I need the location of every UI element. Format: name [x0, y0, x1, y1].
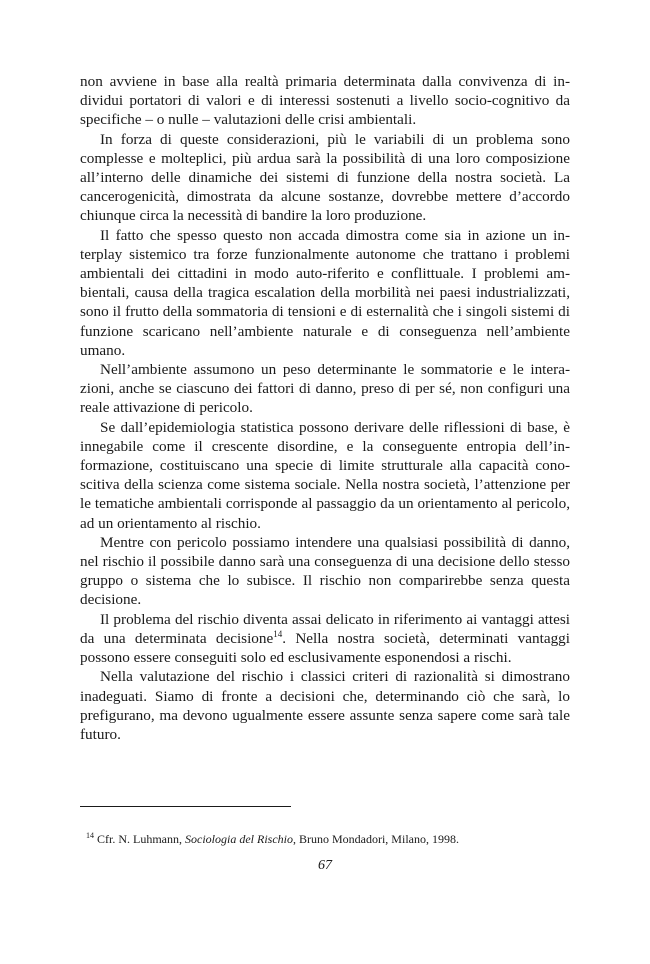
paragraph-7-text-b: . Nella nostra società, determinati vantaggi possono essere conseguiti solo ed esclusivamente esponendosi a rischi.: [80, 629, 570, 667]
footnote-prefix: Cfr. N. Luhmann,: [97, 832, 185, 846]
footnote-suffix: , Bruno Mondadori, Milano, 1998.: [292, 832, 459, 846]
footnote-reference[interactable]: 14: [273, 628, 283, 639]
paragraph-6: Mentre con pericolo possiamo intendere una qualsiasi possibilità di danno, nel rischio il possibile danno sarà una conseguenza di una decisione dello stesso gruppo o sistema che lo subisce. Il rischio non comparirebbe senza questa decisione.: [80, 533, 570, 609]
footnote-number: 14: [86, 831, 94, 840]
paragraph-8: Nella valutazione del rischio i classici criteri di razionalità si dimostrano inadeguati. Siamo di fronte a decisioni che, determinando ciò che sarà, lo prefigurano, ma devono ugualmente essere assunte senza sapere come sarà tale futuro.: [80, 668, 570, 743]
footnote-book-title: Sociologia del Rischio: [185, 832, 293, 846]
paragraph-1: non avviene in base alla realtà primaria determinata dalla convivenza di individui portatori di valori e di interessi sostenuti a livello socio-cognitivo da specifiche – o nulle – valutazioni delle crisi ambientali.: [80, 73, 570, 129]
paragraph-2: In forza di queste considerazioni, più le variabili di un problema sono complesse e molteplici, più ardua sarà la possibilità di una loro composizione all’interno delle dinamiche dei sistemi di funzione della nostra società. La cancerogenicità, dimostrata da alcune sostanze, dovrebbe mettere d’accordo chiunque circa la necessità di bandire la loro produzione.: [80, 130, 570, 225]
page-body: [80, 72, 570, 744]
paragraph-7: [80, 610, 570, 668]
paragraph-5: Se dall’epidemiologia statistica possono derivare delle riflessioni di base, è innegabile come il crescente disordine, e la conseguente entropia dell’informazione, costituiscano una specie di limite strutturale alla capacità conoscitiva della scienza come sistema sociale. Nella nostra società, l’attenzione per le tematiche ambientali corrisponde al passaggio da un orientamento al pericolo, ad un orientamento al rischio.: [80, 418, 570, 532]
main-text: [80, 72, 570, 744]
page-number: 67: [318, 858, 332, 873]
footnote-14: [86, 832, 570, 847]
footnote-separator: [80, 806, 291, 807]
paragraph-3: Il fatto che spesso questo non accada dimostra come sia in azione un interplay sistemico tra forze funzionalmente autonome che trattano i problemi ambientali dei cittadini in modo auto-riferito e conflittuale. I problemi ambientali, causa della tragica escalation della morbilità nei paesi industrializzati, sono il frutto della sommatoria di tensioni e di esternalità che i singoli sistemi di funzione scaricano nell’ambiente naturale e di conseguenza nell’ambiente umano.: [80, 226, 570, 359]
paragraph-7-text-a: Il problema del rischio diventa assai delicato in riferimento ai vantaggi attesi da una determinata decisione: [80, 610, 570, 647]
paragraph-4: Nell’ambiente assumono un peso determinante le sommatorie e le interazioni, anche se ciascuno dei fattori di danno, preso di per sé, non configuri una reale attivazione di pericolo.: [80, 361, 570, 417]
